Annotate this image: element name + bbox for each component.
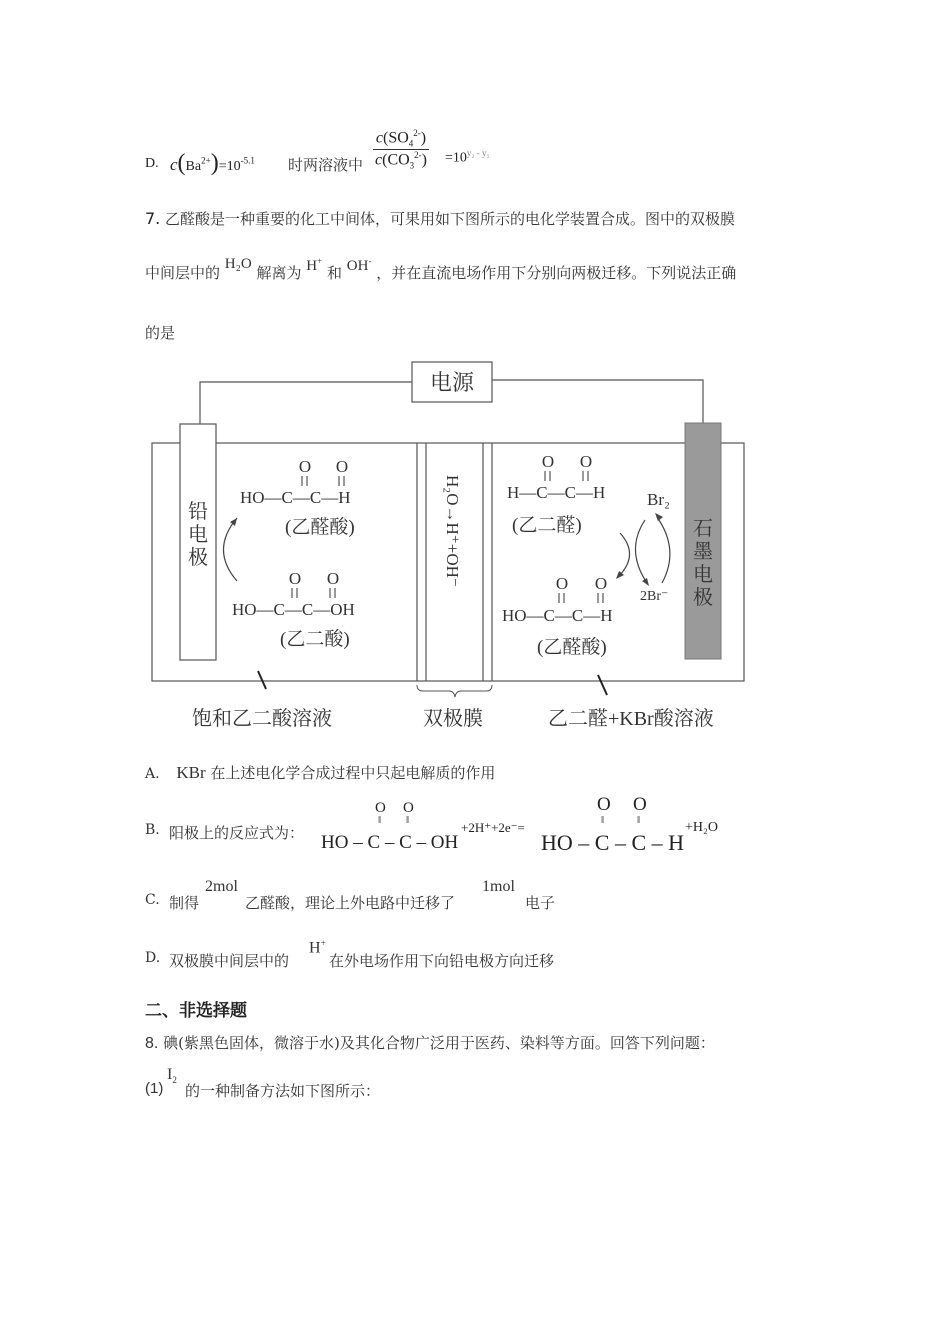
bromine-label: Br₂ bbox=[647, 490, 670, 509]
glyoxylic-acid-product-name: (乙醛酸) bbox=[537, 637, 607, 658]
glyoxylic-acid-name: (乙醛酸) bbox=[285, 517, 355, 538]
svg-text:O: O bbox=[579, 452, 593, 471]
right-wire bbox=[492, 380, 703, 423]
left-wire bbox=[200, 382, 412, 425]
oxalic-acid-formula: HO—C—C—OH bbox=[232, 600, 355, 619]
label-saturated-oxalic: 饱和乙二酸溶液 bbox=[192, 708, 332, 730]
option-c: C. 制得 2mol 乙醛酸，理论上外电路中迁移了 1mol 电子 bbox=[145, 878, 556, 912]
svg-text:O: O bbox=[335, 457, 349, 476]
q8-stem: 8. 碘(紫黑色固体，微溶于水)及其化合物广泛用于医药、染料等方面。回答下列问题： bbox=[145, 1034, 715, 1052]
oxidation-arrow bbox=[618, 533, 630, 577]
br-cycle-arrow-left bbox=[635, 520, 647, 583]
svg-text:O: O bbox=[326, 569, 340, 588]
section-title: 二、非选择题 bbox=[145, 1001, 247, 1021]
power-source-label: 电源 bbox=[429, 370, 475, 395]
reduction-arrow bbox=[224, 518, 238, 581]
q7-line2: 中间层中的 H₂O 解离为 H+ 和 OH- ，并在直流电场作用下分别向两极迁移。下列说法正确 bbox=[145, 256, 737, 282]
svg-text:O: O bbox=[298, 457, 312, 476]
membrane-brace bbox=[417, 685, 492, 697]
q7-stem: 7. 乙醛酸是一种重要的化工中间体，可果用如下图所示的电化学装置合成。图中的双极膜 bbox=[145, 209, 736, 228]
option-d: D. 双极膜中间层中的 H+ 在外电场作用下向铅电极方向迁移 bbox=[145, 938, 555, 970]
option-a: A. KBr 在上述电化学合成过程中只起电解质的作用 bbox=[145, 763, 496, 782]
q6-text-mid: 时两溶液中 bbox=[288, 156, 364, 174]
concentration-ratio: $\frac{c(SO_4^{2-})}{c(CO_3^{2-})}$ bbox=[375, 128, 427, 171]
svg-text:电: 电 bbox=[188, 524, 208, 546]
electrochemical-cell-diagram bbox=[140, 355, 780, 745]
svg-text:墨: 墨 bbox=[693, 541, 713, 563]
question-number: 7. bbox=[145, 209, 161, 228]
svg-text:极: 极 bbox=[188, 547, 208, 569]
label-glyoxal-kbr: 乙二醛+KBr酸溶液 bbox=[548, 708, 714, 730]
svg-text:电: 电 bbox=[693, 564, 713, 586]
svg-text:O: O bbox=[555, 574, 569, 593]
pointer-line bbox=[258, 671, 266, 689]
svg-text:O: O bbox=[594, 574, 608, 593]
glyoxal-name: (乙二醛) bbox=[512, 515, 582, 536]
ratio-result: $=10^{y_2 - y_1}$ bbox=[445, 148, 490, 166]
label-bipolar-membrane: 双极膜 bbox=[423, 708, 483, 730]
ba-concentration: $c(Ba^{2+})=10^{-5.1}$ bbox=[170, 150, 255, 176]
q7-line3: 的是 bbox=[145, 324, 176, 342]
svg-text:极: 极 bbox=[693, 587, 713, 609]
question-number: 8. bbox=[145, 1035, 159, 1052]
glyoxylic-acid-product-formula: HO—C—C—H bbox=[502, 606, 613, 625]
br-cycle-arrow-right bbox=[657, 517, 670, 583]
product-formula: HO – C – C – H bbox=[541, 830, 685, 855]
svg-text:O: O bbox=[541, 452, 555, 471]
glyoxylic-acid-formula: HO—C—C—H bbox=[240, 488, 351, 507]
svg-text:O: O bbox=[288, 569, 302, 588]
option-label: D. bbox=[145, 156, 159, 171]
lead-electrode-label: 铅 bbox=[188, 501, 208, 523]
oxalic-acid-name: (乙二酸) bbox=[280, 629, 350, 650]
pointer-line bbox=[598, 675, 607, 695]
bromide-label: 2Br⁻ bbox=[640, 589, 669, 604]
membrane-reaction: H₂O→H⁺+OH⁻ bbox=[443, 475, 462, 587]
reactant-formula: HO – C – C – OH bbox=[321, 832, 459, 853]
graphite-electrode-label: 石 bbox=[693, 518, 713, 540]
glyoxal-formula: H—C—C—H bbox=[507, 483, 606, 502]
option-b: B. 阳极上的反应式为： O O ‖ ‖ HO – C – C – OH +2H⁺+2e⁻= O O ‖ ‖ HO – C – C – H +H₂O bbox=[145, 794, 718, 855]
q8-sub1: (1) $I_2$ 的一种制备方法如下图所示： bbox=[145, 1066, 381, 1100]
